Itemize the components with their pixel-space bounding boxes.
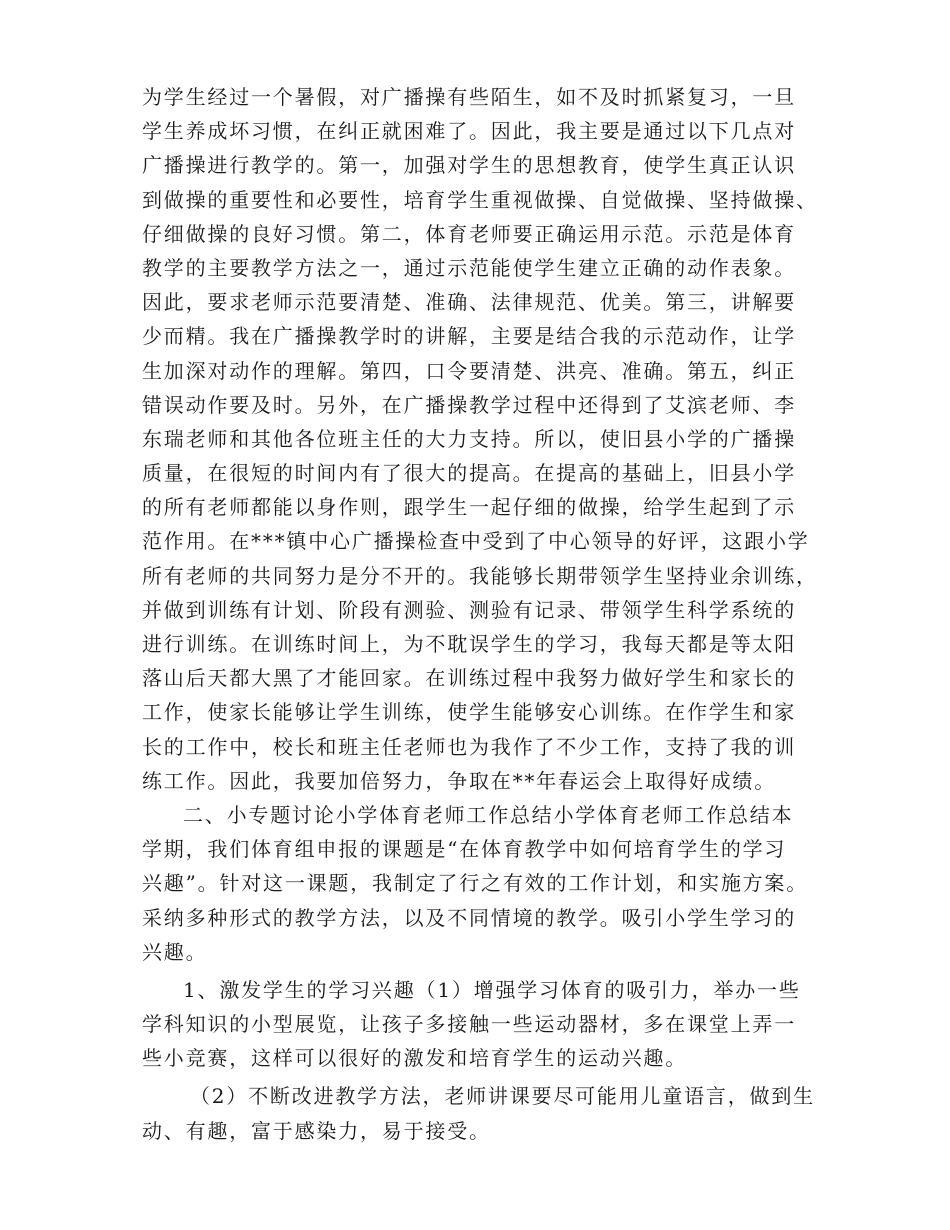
text-line: 动、有趣，富于感染力，易于接受。 bbox=[142, 1118, 491, 1143]
text-line: 因此，要求老师示范要清楚、准确、法律规范、优美。第三，讲解要 bbox=[142, 290, 796, 315]
text-line: 质量，在很短的时间内有了很大的提高。在提高的基础上，旧县小学 bbox=[142, 461, 796, 486]
text-line: 仔细做操的良好习惯。第二，体育老师要正确运用示范。示范是体育 bbox=[142, 221, 796, 246]
text-line: 并做到训练有计划、阶段有测验、测验有记录、带领学生科学系统的 bbox=[142, 597, 796, 622]
text-line: 的所有老师都能以身作则，跟学生一起仔细的做操，给学生起到了示 bbox=[142, 495, 796, 520]
text-line: 进行训练。在训练时间上，为不耽误学生的学习，我每天都是等太阳 bbox=[142, 632, 796, 656]
text-line: 错误动作要及时。另外，在广播操教学过程中还得到了艾滨老师、李 bbox=[142, 392, 796, 417]
text-line: 兴趣”。针对这一课题，我制定了行之有效的工作计划，和实施方案。 bbox=[142, 871, 809, 896]
text-line: 教学的主要教学方法之一，通过示范能使学生建立正确的动作表象。 bbox=[142, 255, 796, 280]
document-page bbox=[142, 80, 822, 1148]
text-line: 学期，我们体育组申报的课题是“在体育教学中如何培育学生的学习 bbox=[142, 837, 787, 862]
text-line: 长的工作中，校长和班主任老师也为我作了不少工作，支持了我的训 bbox=[142, 734, 796, 759]
text-line: 采纳多种形式的教学方法，以及不同情境的教学。吸引小学生学习的 bbox=[142, 905, 796, 930]
text-line: 工作，使家长能够让学生训练，使学生能够安心训练。在作学生和家 bbox=[142, 700, 796, 725]
text-line: 些小竞赛，这样可以很好的激发和培育学生的运动兴趣。 bbox=[142, 1046, 687, 1071]
text-line: （2）不断改进教学方法，老师讲课要尽可能用儿童语言，做到生 bbox=[190, 1084, 815, 1109]
text-line: 东瑞老师和其他各位班主任的大力支持。所以，使旧县小学的广播操 bbox=[142, 426, 796, 451]
paragraph-interest-1 bbox=[142, 973, 822, 1076]
text-line: 广播操进行教学的。第一，加强对学生的思想教育，使学生真正认识 bbox=[142, 153, 796, 178]
text-line: 生加深对动作的理解。第四，口令要清楚、洪亮、准确。第五，纠正 bbox=[142, 358, 796, 383]
text-line: 学科知识的小型展览，让孩子多接触一些运动器材，多在课堂上弄一 bbox=[142, 1012, 796, 1037]
text-line: 学生养成坏习惯，在纠正就困难了。因此，我主要是通过以下几点对 bbox=[142, 119, 796, 144]
text-line: 1、激发学生的学习兴趣（1）增强学习体育的吸引力，举办一些 bbox=[183, 977, 801, 1002]
paragraph-radio-exercise bbox=[142, 80, 822, 798]
text-line: 到做操的重要性和必要性，培育学生重视做操、自觉做操、坚持做操、 bbox=[142, 187, 818, 212]
text-line: 为学生经过一个暑假，对广播操有些陌生，如不及时抓紧复习，一旦 bbox=[142, 85, 796, 109]
paragraph-interest-2 bbox=[142, 1079, 822, 1147]
text-line: 少而精。我在广播操教学时的讲解，主要是结合我的示范动作，让学 bbox=[142, 324, 796, 349]
paragraph-special-topic bbox=[142, 798, 822, 969]
text-line: 兴趣。 bbox=[142, 939, 208, 964]
text-line: 范作用。在***镇中心广播操检查中受到了中心领导的好评，这跟小学 bbox=[142, 529, 810, 554]
text-line: 练工作。因此，我要加倍努力，争取在**年春运会上取得好成绩。 bbox=[142, 768, 776, 793]
text-line: 二、小专题讨论小学体育老师工作总结小学体育老师工作总结本 bbox=[183, 802, 794, 827]
text-line: 所有老师的共同努力是分不开的。我能够长期带领学生坚持业余训练， bbox=[142, 563, 818, 588]
text-line: 落山后天都大黑了才能回家。在训练过程中我努力做好学生和家长的 bbox=[142, 666, 796, 691]
